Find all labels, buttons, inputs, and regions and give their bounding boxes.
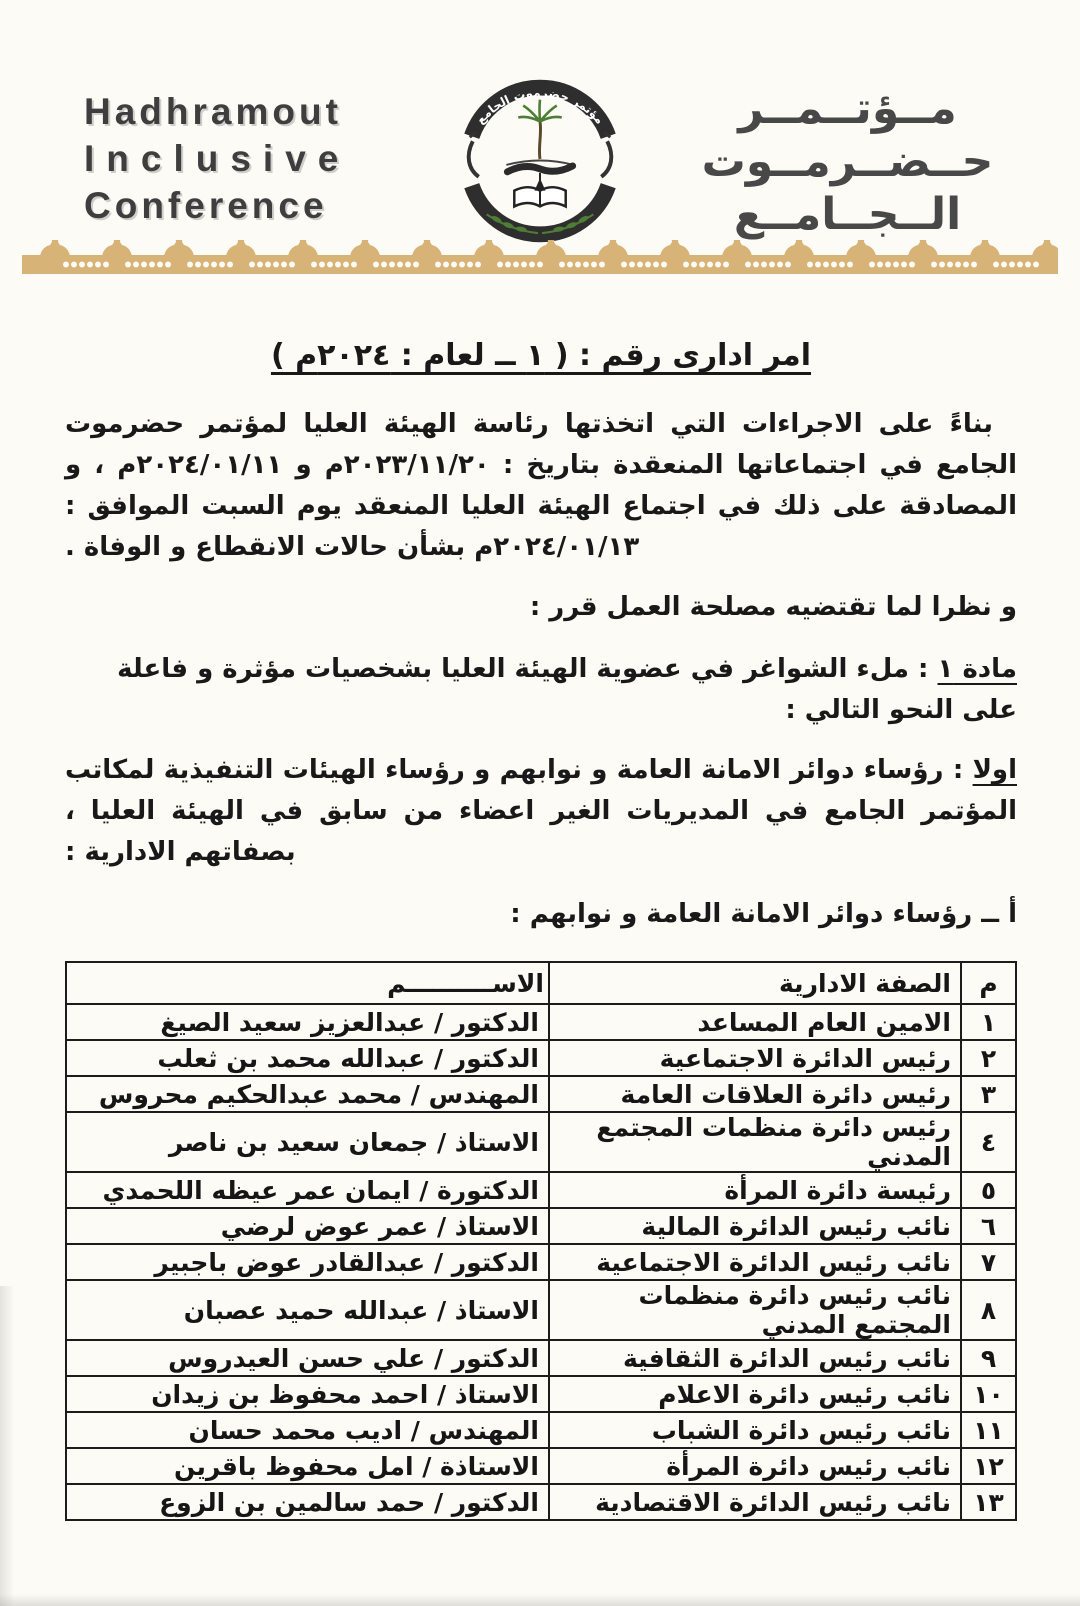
row-number-cell: ١٠ (961, 1376, 1016, 1412)
row-number-cell: ١٣ (961, 1484, 1016, 1520)
header-cell-number: م (961, 962, 1016, 1004)
article-1-line (65, 649, 1017, 731)
preamble-paragraph: بناءً على الاجراءات التي اتخذتها رئاسة الهيئة العليا لمؤتمر حضرموت الجامع في اجتماعاتها المنعقدة بتاريخ : ٢٠٢٣/١١/٢٠م و ٢٠٢٤/٠١/١١م ، و المصادقة على ذلك في اجتماع الهيئة العليا المنعقد يوم السبت الموافق : ٢٠٢٤/٠١/١٣م بشأن حالات الانقطاع و الوفاة . (65, 409, 1017, 562)
row-number-cell: ١١ (961, 1412, 1016, 1448)
row-number-cell: ٩ (961, 1340, 1016, 1376)
header-cell-name: الاســــــــــم (66, 962, 549, 1004)
org-name-arabic-line2: حــضــرمــوت (701, 136, 994, 187)
decorative-band (22, 240, 1058, 274)
row-number-cell: ٨ (961, 1280, 1016, 1340)
row-name-cell: الدكتور / حمد سالمين بن الزوع (66, 1484, 549, 1520)
row-number-cell: ٧ (961, 1244, 1016, 1280)
table-row (66, 1076, 1016, 1112)
table-row (66, 1244, 1016, 1280)
row-name-cell: الدكتور / علي حسن العيدروس (66, 1340, 549, 1376)
row-name-cell: المهندس / اديب محمد حسان (66, 1412, 549, 1448)
row-number-cell: ٦ (961, 1208, 1016, 1244)
org-name-english-line2: Inclusive (84, 138, 351, 179)
table-row (66, 1376, 1016, 1412)
roster-header-row (66, 962, 1016, 1004)
org-name-arabic (675, 82, 1020, 241)
row-name-cell: الاستاذ / احمد محفوظ بن زيدان (66, 1376, 549, 1412)
org-name-english-line3: Conference (84, 185, 328, 226)
row-name-cell: الاستاذ / جمعان سعيد بن ناصر (66, 1112, 549, 1172)
logo-horizon-line (506, 160, 573, 164)
table-row (66, 1112, 1016, 1172)
row-number-cell: ٥ (961, 1172, 1016, 1208)
row-number-cell: ١ (961, 1004, 1016, 1040)
table-row (66, 1448, 1016, 1484)
row-number-cell: ٤ (961, 1112, 1016, 1172)
table-row (66, 1280, 1016, 1340)
table-row (66, 1040, 1016, 1076)
org-name-english (84, 88, 350, 229)
row-role-cell: رئيس دائرة العلاقات العامة (549, 1076, 961, 1112)
row-role-cell: نائب رئيس دائرة المرأة (549, 1448, 961, 1484)
row-role-cell: نائب رئيس الدائرة الثقافية (549, 1340, 961, 1376)
scan-shadow-bottom (0, 1594, 1080, 1606)
conference-logo (451, 70, 629, 248)
scan-shadow-left (0, 1286, 14, 1606)
row-role-cell: رئيسة دائرة المرأة (549, 1172, 961, 1208)
article-1-label: مادة ١ (937, 654, 1017, 684)
table-row (66, 1412, 1016, 1448)
row-name-cell: الدكتور / عبدالله محمد بن ثعلب (66, 1040, 549, 1076)
row-role-cell: نائب رئيس الدائرة الاقتصادية (549, 1484, 961, 1520)
row-role-cell: نائب رئيس دائرة منظمات المجتمع المدني (549, 1280, 961, 1340)
logo-arabic-text: مؤتمر حضرموت الجامع (473, 85, 607, 127)
row-number-cell: ١٢ (961, 1448, 1016, 1484)
row-name-cell: الاستاذ / عبدالله حميد عصبان (66, 1280, 549, 1340)
decorative-band-pattern (22, 240, 1058, 274)
conference-emblem-icon (451, 70, 629, 248)
first-clause-text: : رؤساء دوائر الامانة العامة و نوابهم و رؤساء الهيئات التنفيذية لمكاتب المؤتمر الجامع في المديريات الغير اعضاء من سابق في الهيئة العليا ، بصفاتهم الادارية : (65, 755, 1017, 867)
roster-table (65, 961, 1017, 1521)
row-role-cell: رئيس الدائرة الاجتماعية (549, 1040, 961, 1076)
row-name-cell: الدكتور / عبدالعزيز سعيد الصيغ (66, 1004, 549, 1040)
org-name-arabic-line1: مــؤتــمــر (738, 83, 957, 134)
table-row (66, 1172, 1016, 1208)
first-clause (65, 750, 1017, 873)
row-number-cell: ٢ (961, 1040, 1016, 1076)
first-clause-label: اولا (972, 755, 1017, 785)
document-title: امر ادارى رقم : ( ١ ــ لعام : ٢٠٢٤م ) (270, 338, 812, 373)
row-role-cell: نائب رئيس دائرة الاعلام (549, 1376, 961, 1412)
handshake-icon (507, 166, 572, 173)
roster-table-body (66, 1004, 1016, 1520)
row-role-cell: نائب رئيس دائرة الشباب (549, 1412, 961, 1448)
palm-tree-icon (518, 100, 562, 159)
row-name-cell: الدكتورة / ايمان عمر عيظه اللحمدي (66, 1172, 549, 1208)
row-name-cell: الاستاذة / امل محفوظ باقرين (66, 1448, 549, 1484)
table-row (66, 1340, 1016, 1376)
article-1-text: : ملء الشواغر في عضوية الهيئة العليا بشخصيات مؤثرة و فاعلة على النحو التالي : (117, 654, 1017, 725)
row-role-cell: نائب رئيس الدائرة الاجتماعية (549, 1244, 961, 1280)
table-row (66, 1004, 1016, 1040)
document-body (65, 336, 1017, 1521)
sub-item-a-heading: أ ــ رؤساء دوائر الامانة العامة و نوابهم : (510, 899, 1017, 929)
decision-intro-line: و نظرا لما تقتضيه مصلحة العمل قرر : (529, 592, 1017, 622)
row-name-cell: الاستاذ / عمر عوض لرضي (66, 1208, 549, 1244)
row-number-cell: ٣ (961, 1076, 1016, 1112)
row-role-cell: نائب رئيس الدائرة المالية (549, 1208, 961, 1244)
table-row (66, 1208, 1016, 1244)
table-row (66, 1484, 1016, 1520)
roster-table-head (66, 962, 1016, 1004)
row-role-cell: رئيس دائرة منظمات المجتمع المدني (549, 1112, 961, 1172)
open-book-icon (514, 173, 565, 207)
header-cell-role: الصفة الادارية (549, 962, 961, 1004)
org-name-arabic-line3: الــجــامــع (733, 189, 962, 240)
row-role-cell: الامين العام المساعد (549, 1004, 961, 1040)
row-name-cell: المهندس / محمد عبدالحكيم محروس (66, 1076, 549, 1112)
row-name-cell: الدكتور / عبدالقادر عوض باجبير (66, 1244, 549, 1280)
org-name-english-line1: Hadhramout (84, 91, 342, 132)
